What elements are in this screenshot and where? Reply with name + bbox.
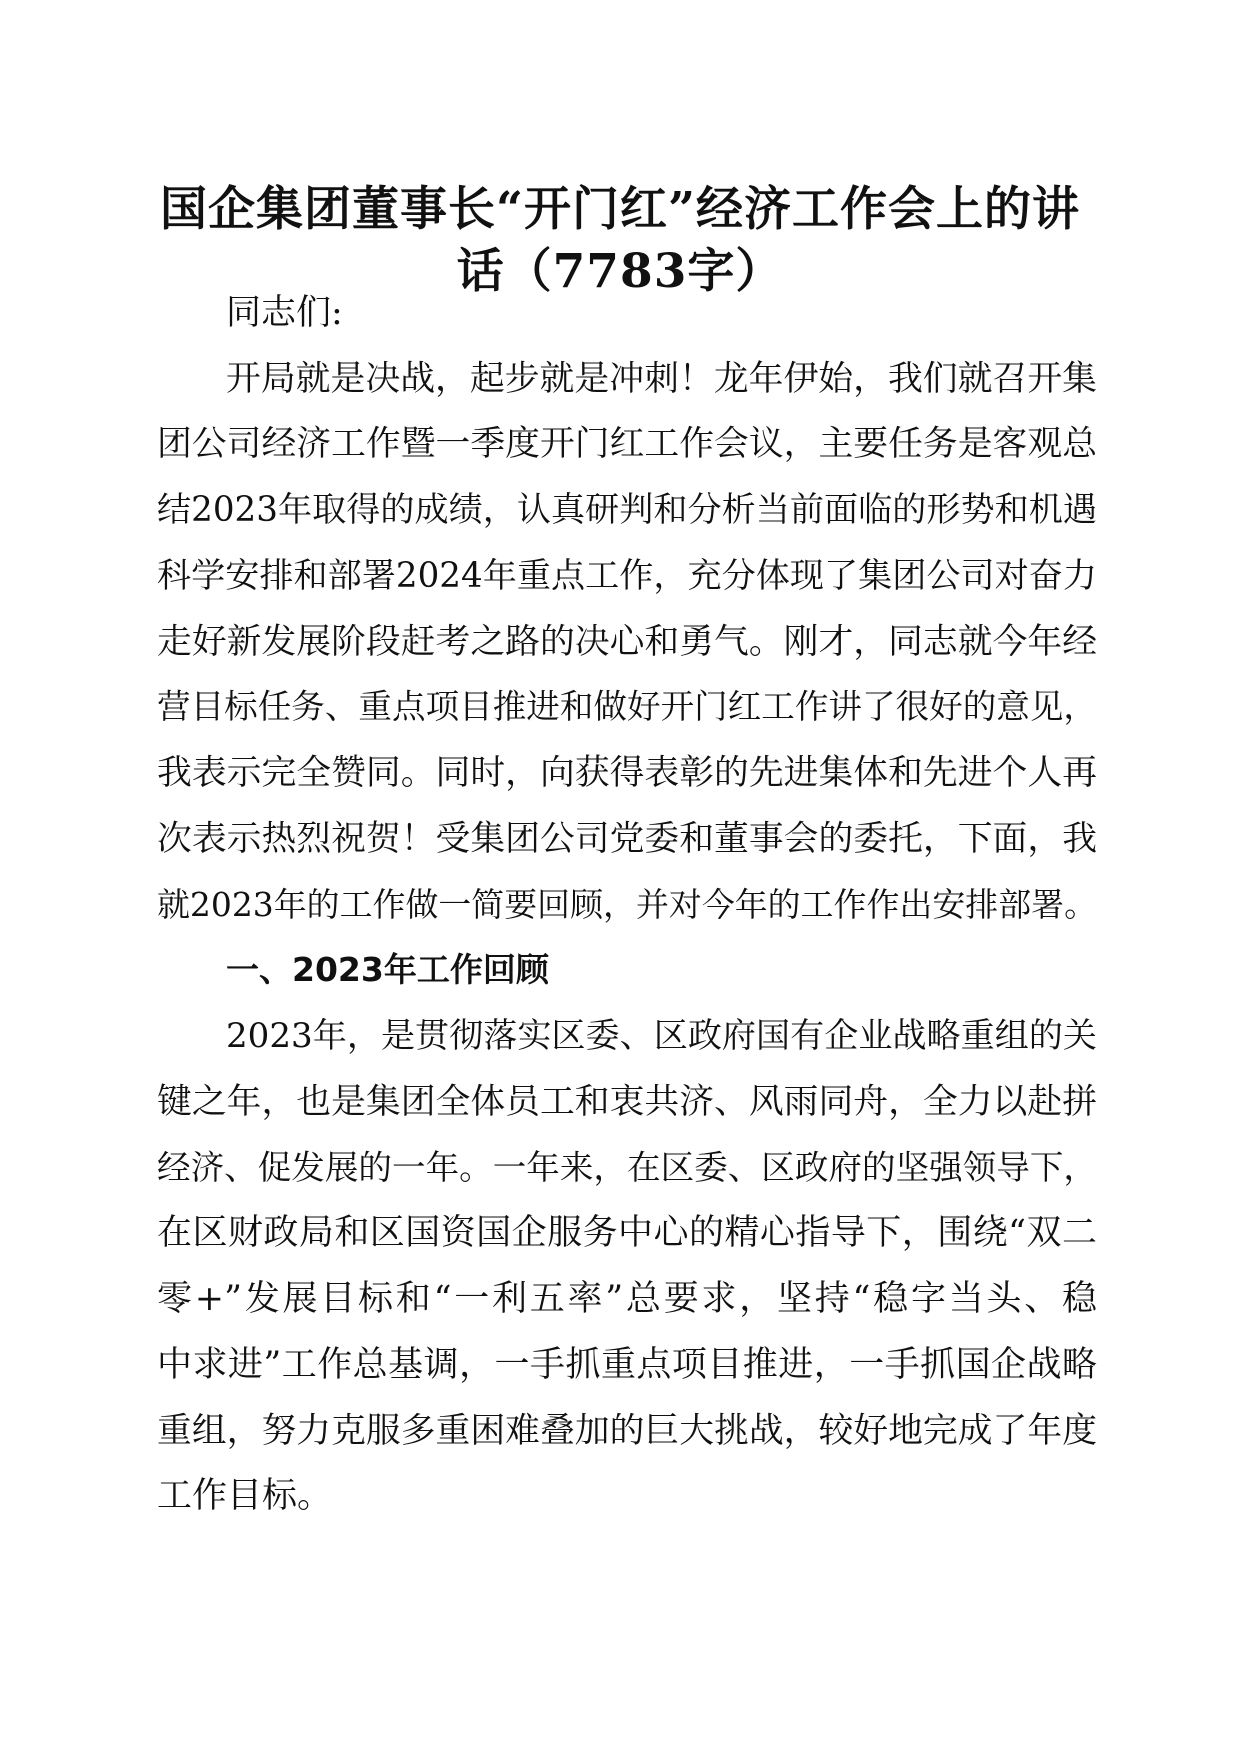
section-heading: 一、2023年工作回顾 bbox=[226, 950, 549, 989]
paragraph-2-line: 工作目标。 bbox=[157, 1476, 333, 1516]
salutation: 同志们: bbox=[226, 293, 343, 333]
paragraph-1-line: 科学安排和部署2024年重点工作，充分体现了集团公司对奋力 bbox=[157, 556, 1097, 596]
paragraph-2-line: 零+”发展目标和“一利五率”总要求，坚持“稳字当头、稳 bbox=[157, 1279, 1097, 1319]
paragraph-2-line: 键之年，也是集团全体员工和衷共济、风雨同舟，全力以赴拼 bbox=[157, 1082, 1097, 1122]
paragraph-1-line: 次表示热烈祝贺！受集团公司党委和董事会的委托，下面，我 bbox=[157, 819, 1097, 859]
paragraph-2-line: 重组，努力克服多重困难叠加的巨大挑战，较好地完成了年度 bbox=[157, 1411, 1097, 1451]
paragraph-2-line: 在区财政局和区国资国企服务中心的精心指导下，围绕“双二 bbox=[157, 1213, 1097, 1253]
document-title-line-2: 话（7783字） bbox=[456, 244, 784, 299]
paragraph-2-line: 中求进”工作总基调，一手抓重点项目推进，一手抓国企战略 bbox=[157, 1345, 1097, 1385]
paragraph-1-line: 营目标任务、重点项目推进和做好开门红工作讲了很好的意见， bbox=[157, 687, 1097, 726]
paragraph-1-line: 开局就是决战，起步就是冲刺！龙年伊始，我们就召开集 bbox=[226, 359, 1097, 399]
paragraph-1-line: 走好新发展阶段赶考之路的决心和勇气。刚才，同志就今年经 bbox=[157, 622, 1097, 662]
paragraph-1-line: 团公司经济工作暨一季度开门红工作会议，主要任务是客观总 bbox=[157, 424, 1097, 464]
paragraph-1-line: 我表示完全赞同。同时，向获得表彰的先进集体和先进个人再 bbox=[157, 753, 1097, 793]
paragraph-1-line: 就2023年的工作做一简要回顾，并对今年的工作作出安排部署。 bbox=[157, 885, 1097, 924]
paragraph-2-line: 经济、促发展的一年。一年来，在区委、区政府的坚强领导下， bbox=[157, 1148, 1097, 1187]
document-title-line-1: 国企集团董事长“开门红”经济工作会上的讲 bbox=[159, 182, 1081, 237]
paragraph-1-line: 结2023年取得的成绩，认真研判和分析当前面临的形势和机遇 bbox=[157, 490, 1097, 530]
paragraph-2-line: 2023年，是贯彻落实区委、区政府国有企业战略重组的关 bbox=[226, 1016, 1097, 1056]
